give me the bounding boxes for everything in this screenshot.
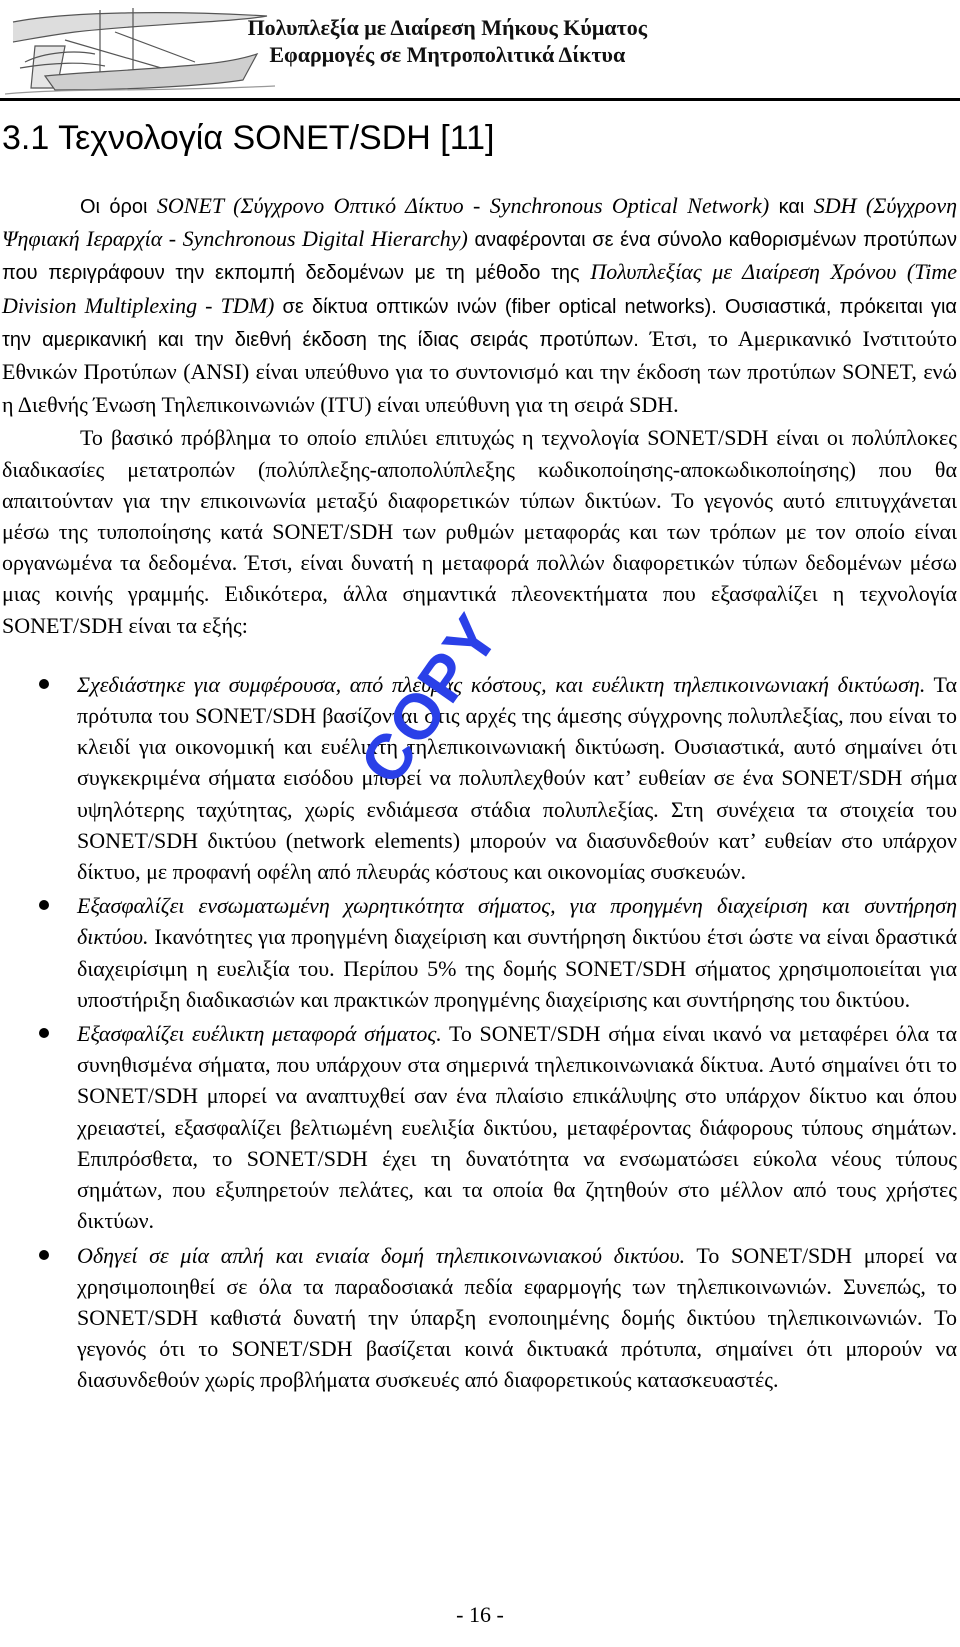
list-item-lead: Οδηγεί σε μία απλή και ενιαία δομή τηλεπικοινωνιακού δικτύου. [77,1242,686,1268]
intro-and: και [769,196,814,218]
paragraph-main-problem: Το βασικό πρόβλημα το οποίο επιλύει επιτυχώς η τεχνολογία SONET/SDH είναι οι πολύπλοκες διαδικασίες μετατροπών (πολύπλεξης-αποπολύπλεξης κωδικοποίησης-αποκωδικοποίησης) που θα απαιτούνταν για την επικοινωνία μεταξύ διαφορετικών τύπων δικτύων. Το γεγονός αυτό επιτυγχάνεται μέσω της τυποποίησης κατά SONET/SDH των ρυθμών μεταφοράς και των τρόπων με τον οποίο είναι οργανωμένα τα δεδομένα. Έτσι, είναι δυνατή η μεταφορά πολλών διαφορετικών τύπων δεδομένων μέσω μιας κοινής γραμμής. Ειδικότερα, άλλα σημαντικά πλεονεκτήματα που εξασφαλίζει η τεχνολογία SONET/SDH είναι τα εξής: [2,425,957,638]
sonet-term: SONET (Σύγχρονο Οπτικό Δίκτυο - Synchronous Optical Network) [156,193,770,218]
bullet-icon [39,900,49,910]
sdh-term: SDH (Σύγχρονη Ψηφιακή Ιεραρχία - Synchronous Digital Hierarchy) [2,193,958,252]
intro-lead: Οι όροι [80,196,157,218]
bullet-icon [39,1028,49,1038]
list-item-text: Τα πρότυπα του SONET/SDH βασίζονται στις αρχές της άμεσης σύγχρονης πολυπλεξίας, που είναι το κλειδί για οικονομική και ευέλικτη τηλεπικοινωνιακή δικτύωση. Ουσιαστικά, αυτό σημαίνει ότι συγκεκριμένα σήματα εισόδου μπορεί να πολυπλεχθούν κατ’ ευθείαν σε ένα SONET/SDH σήμα υψηλότερης ταχύτητας, χωρίς ενδιάμεσα στάδια πολυπλεξίας. Στη συνέχεια τα στοιχεία του SONET/SDH δικτύου (network elements) μπορούν να διασυνδεθούν κατ’ ευθείαν στο υπάρχον δίκτυο, με προφανή οφέλη από πλευράς κόστους και οικονομίας συσκευών. [77,671,957,885]
page-number: - 16 - [456,1602,504,1627]
header-title-line1: Πολυπλεξία με Διαίρεση Μήκους Κύματος [247,15,647,40]
advantages-list [2,669,957,1396]
copy-watermark: COPY [345,600,514,797]
section-title: 3.1 Τεχνολογία SONET/SDH [11] [2,119,495,157]
intro-text1: αναφέρονται σε ένα σύνολο καθορισμένων προτύπων που περιγράφουν την εκπομπή δεδομένων με τη μέθοδο της [2,229,957,285]
header-title-line2: Εφαρμογές σε Μητροπολιτικά Δίκτυα [269,42,626,67]
list-item [2,1018,957,1236]
intro-text3: Έτσι, το Αμερικανικό Ινστιτούτο Εθνικών Προτύπων (ANSI) είναι υπεύθυνο για το συντονισμό και την έκδοση των προτύπων SONET, ενώ η Διεθνής Ένωση Τηλεπικοινωνιών (ITU) είναι υπεύθυνη για τη σειρά SDH. [2,325,957,418]
list-item [2,890,957,1015]
list-item-text: Ικανότητες για προηγμένη διαχείριση και συντήρηση δικτύου έτσι ώστε να είναι δραστικά διαχειρίσιμη η ευελιξία του. Περίπου 5% της δομής SONET/SDH σήματος χρησιμοποιείται για υποστήριξη διαδικασιών και πρακτικών προηγμένης διαχείρισης και συντήρησης του δικτύου. [77,924,957,1012]
intro-text2: σε δίκτυα οπτικών ινών (fiber optical networks). Ουσιαστικά, πρόκειται για την αμερικανική και την διεθνή έκδοση της ίδιας σειράς προτύπων. [2,295,957,351]
list-item-lead: Εξασφαλίζει ενσωματωμένη χωρητικότητα σήματος, για προηγμένη διαχείριση και συντήρηση δικτύου. [77,893,957,950]
list-item-lead: Εξασφαλίζει ευέλικτη μεταφορά σήματος. [77,1021,442,1047]
list-item-text: Το SONET/SDH μπορεί να χρησιμοποιηθεί σε όλα τα παραδοσιακά πεδία εφαρμογής των τηλεπικοινωνιών. Συνεπώς, το SONET/SDH καθιστά δυνατή την ύπαρξη ενοποιημένης δομής δικτύου τηλεπικοινωνιών. Το γεγονός ότι το SONET/SDH βασίζεται κοινά δικτυακά πρότυπα, σημαίνει ότι μπορούν να διασυνδεθούν χωρίς προβλήματα συσκευές από διαφορετικούς κατασκευαστές. [77,1242,957,1393]
ancient-ship-logo-icon [5,2,275,96]
list-item [2,1240,957,1396]
bullet-icon [39,679,49,689]
paragraph-intro [2,190,957,422]
header-divider [0,98,960,101]
tdm-term: Πολυπλεξίας με Διαίρεση Χρόνου (Time Division Multiplexing - TDM) [2,259,958,318]
list-item-lead: Σχεδιάστηκε για συμφέρουσα, από πλευράς κόστους, και ευέλικτη τηλεπικοινωνιακή δικτύωση. [77,671,926,697]
running-header [248,14,647,68]
body-text [2,190,957,1399]
list-item-text: Το SONET/SDH σήμα είναι ικανό να μεταφέρει όλα τα συνηθισμένα σήματα, που υπάρχουν στα σημερινά τηλεπικοινωνιακά δίκτυα. Αυτό σημαίνει ότι το SONET/SDH μπορεί να αναπτυχθεί σαν ένα πλαίσιο επικάλυψης στο υπάρχον δίκτυο και όπου χρειαστεί, εξασφαλίζει βελτιωμένη ευελιξία δικτύου, μεταφέροντας διάφορους τύπους σημάτων. Επιπρόσθετα, το SONET/SDH έχει τη δυνατότητα να ενσωματώσει εύκολα νέους τύπους σημάτων, που εξυπηρετούν πελάτες, και τα οποία θα ζητηθούν στο μέλλον από τους χρήστες δικτύων. [77,1021,957,1234]
bullet-icon [39,1250,49,1260]
list-item [2,669,957,887]
